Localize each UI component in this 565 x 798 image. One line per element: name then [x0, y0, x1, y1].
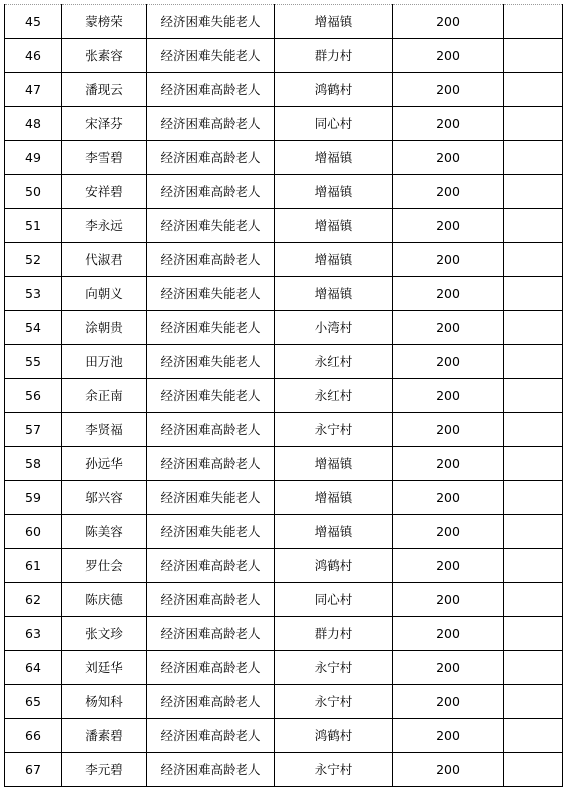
cell-category: 经济困难失能老人 — [147, 345, 275, 379]
cell-location: 群力村 — [275, 39, 393, 73]
table-row — [5, 583, 563, 617]
cell-location: 增福镇 — [275, 481, 393, 515]
cell-name: 陈庆德 — [62, 583, 147, 617]
cell-number: 54 — [5, 311, 62, 345]
cell-location: 同心村 — [275, 107, 393, 141]
table-row — [5, 617, 563, 651]
table-row — [5, 549, 563, 583]
cell-category: 经济困难高龄老人 — [147, 719, 275, 753]
table-row — [5, 311, 563, 345]
cell-amount: 200 — [393, 413, 504, 447]
cell-name: 陈美容 — [62, 515, 147, 549]
cell-name: 宋泽芬 — [62, 107, 147, 141]
cell-name: 向朝义 — [62, 277, 147, 311]
cell-note — [504, 583, 563, 617]
cell-location: 增福镇 — [275, 175, 393, 209]
cell-amount: 200 — [393, 209, 504, 243]
cell-note — [504, 243, 563, 277]
cell-note — [504, 379, 563, 413]
cell-note — [504, 345, 563, 379]
cell-location: 增福镇 — [275, 277, 393, 311]
cell-note — [504, 617, 563, 651]
cell-note — [504, 447, 563, 481]
cell-location: 永宁村 — [275, 413, 393, 447]
cell-location: 永宁村 — [275, 685, 393, 719]
table-row — [5, 107, 563, 141]
cell-name: 田万池 — [62, 345, 147, 379]
cell-amount: 200 — [393, 685, 504, 719]
cell-amount: 200 — [393, 583, 504, 617]
table-row — [5, 413, 563, 447]
cell-amount: 200 — [393, 549, 504, 583]
cell-name: 潘现云 — [62, 73, 147, 107]
cell-number: 47 — [5, 73, 62, 107]
table-row — [5, 73, 563, 107]
table-row — [5, 277, 563, 311]
cell-name: 张文珍 — [62, 617, 147, 651]
table-row — [5, 719, 563, 753]
cell-amount: 200 — [393, 719, 504, 753]
cell-number: 58 — [5, 447, 62, 481]
cell-note — [504, 515, 563, 549]
cell-name: 余正南 — [62, 379, 147, 413]
cell-number: 48 — [5, 107, 62, 141]
cell-note — [504, 107, 563, 141]
cell-category: 经济困难高龄老人 — [147, 73, 275, 107]
cell-amount: 200 — [393, 39, 504, 73]
cell-category: 经济困难失能老人 — [147, 515, 275, 549]
cell-note — [504, 311, 563, 345]
table-row — [5, 209, 563, 243]
cell-number: 56 — [5, 379, 62, 413]
cell-category: 经济困难失能老人 — [147, 481, 275, 515]
cell-note — [504, 277, 563, 311]
cell-amount: 200 — [393, 753, 504, 787]
cell-number: 57 — [5, 413, 62, 447]
cell-location: 永红村 — [275, 345, 393, 379]
table-row — [5, 5, 563, 39]
cell-note — [504, 549, 563, 583]
cell-note — [504, 175, 563, 209]
cell-location: 增福镇 — [275, 515, 393, 549]
cell-location: 增福镇 — [275, 5, 393, 39]
cell-location: 增福镇 — [275, 141, 393, 175]
cell-category: 经济困难高龄老人 — [147, 107, 275, 141]
cell-amount: 200 — [393, 345, 504, 379]
cell-number: 60 — [5, 515, 62, 549]
cell-category: 经济困难高龄老人 — [147, 617, 275, 651]
cell-name: 李元碧 — [62, 753, 147, 787]
cell-number: 67 — [5, 753, 62, 787]
cell-location: 永宁村 — [275, 651, 393, 685]
cell-name: 李贤福 — [62, 413, 147, 447]
cell-category: 经济困难高龄老人 — [147, 549, 275, 583]
cell-name: 涂朝贵 — [62, 311, 147, 345]
cell-number: 55 — [5, 345, 62, 379]
cell-category: 经济困难高龄老人 — [147, 413, 275, 447]
cell-category: 经济困难高龄老人 — [147, 685, 275, 719]
cell-location: 小湾村 — [275, 311, 393, 345]
cell-category: 经济困难高龄老人 — [147, 243, 275, 277]
cell-name: 罗仕会 — [62, 549, 147, 583]
cell-note — [504, 753, 563, 787]
cell-note — [504, 651, 563, 685]
cell-category: 经济困难失能老人 — [147, 277, 275, 311]
cell-number: 53 — [5, 277, 62, 311]
table-row — [5, 447, 563, 481]
table-row — [5, 515, 563, 549]
cell-number: 66 — [5, 719, 62, 753]
cell-amount: 200 — [393, 141, 504, 175]
cell-location: 同心村 — [275, 583, 393, 617]
cell-category: 经济困难高龄老人 — [147, 651, 275, 685]
cell-amount: 200 — [393, 651, 504, 685]
cell-category: 经济困难失能老人 — [147, 379, 275, 413]
cell-name: 孙远华 — [62, 447, 147, 481]
cell-note — [504, 141, 563, 175]
cell-name: 李雪碧 — [62, 141, 147, 175]
cell-name: 潘素碧 — [62, 719, 147, 753]
cell-name: 刘廷华 — [62, 651, 147, 685]
table-row — [5, 345, 563, 379]
cell-amount: 200 — [393, 481, 504, 515]
cell-amount: 200 — [393, 447, 504, 481]
cell-note — [504, 209, 563, 243]
cell-amount: 200 — [393, 107, 504, 141]
cell-location: 群力村 — [275, 617, 393, 651]
table-row — [5, 685, 563, 719]
cell-category: 经济困难失能老人 — [147, 209, 275, 243]
cell-location: 永宁村 — [275, 753, 393, 787]
cell-note — [504, 719, 563, 753]
table-body — [5, 5, 563, 787]
table-row — [5, 39, 563, 73]
cell-name: 蒙榜荣 — [62, 5, 147, 39]
cell-amount: 200 — [393, 243, 504, 277]
cell-location: 增福镇 — [275, 243, 393, 277]
cell-note — [504, 39, 563, 73]
cell-amount: 200 — [393, 379, 504, 413]
cell-note — [504, 73, 563, 107]
cell-note — [504, 481, 563, 515]
cell-number: 61 — [5, 549, 62, 583]
table-row — [5, 651, 563, 685]
cell-category: 经济困难高龄老人 — [147, 583, 275, 617]
cell-amount: 200 — [393, 311, 504, 345]
cell-number: 64 — [5, 651, 62, 685]
cell-location: 鸿鹤村 — [275, 719, 393, 753]
cell-amount: 200 — [393, 515, 504, 549]
cell-name: 张素容 — [62, 39, 147, 73]
cell-location: 增福镇 — [275, 447, 393, 481]
cell-number: 65 — [5, 685, 62, 719]
cell-note — [504, 685, 563, 719]
cell-amount: 200 — [393, 5, 504, 39]
cell-amount: 200 — [393, 175, 504, 209]
cell-amount: 200 — [393, 277, 504, 311]
cell-location: 鸿鹤村 — [275, 549, 393, 583]
cell-number: 49 — [5, 141, 62, 175]
cell-number: 45 — [5, 5, 62, 39]
table-row — [5, 243, 563, 277]
cell-number: 50 — [5, 175, 62, 209]
cell-name: 李永远 — [62, 209, 147, 243]
cell-name: 杨知科 — [62, 685, 147, 719]
table-row — [5, 481, 563, 515]
cell-location: 增福镇 — [275, 209, 393, 243]
cell-number: 63 — [5, 617, 62, 651]
cell-category: 经济困难失能老人 — [147, 311, 275, 345]
cell-number: 46 — [5, 39, 62, 73]
cell-category: 经济困难高龄老人 — [147, 175, 275, 209]
cell-location: 鸿鹤村 — [275, 73, 393, 107]
cell-category: 经济困难失能老人 — [147, 39, 275, 73]
cell-note — [504, 5, 563, 39]
table-row — [5, 141, 563, 175]
table-row — [5, 175, 563, 209]
cell-location: 永红村 — [275, 379, 393, 413]
cell-amount: 200 — [393, 73, 504, 107]
cell-category: 经济困难高龄老人 — [147, 447, 275, 481]
cell-note — [504, 413, 563, 447]
cell-name: 安祥碧 — [62, 175, 147, 209]
cell-number: 62 — [5, 583, 62, 617]
cell-category: 经济困难失能老人 — [147, 5, 275, 39]
cell-name: 邬兴容 — [62, 481, 147, 515]
cell-number: 52 — [5, 243, 62, 277]
beneficiary-table — [4, 4, 563, 787]
cell-name: 代淑君 — [62, 243, 147, 277]
cell-amount: 200 — [393, 617, 504, 651]
table-row — [5, 753, 563, 787]
cell-number: 51 — [5, 209, 62, 243]
cell-category: 经济困难高龄老人 — [147, 141, 275, 175]
cell-category: 经济困难高龄老人 — [147, 753, 275, 787]
table-row — [5, 379, 563, 413]
cell-number: 59 — [5, 481, 62, 515]
